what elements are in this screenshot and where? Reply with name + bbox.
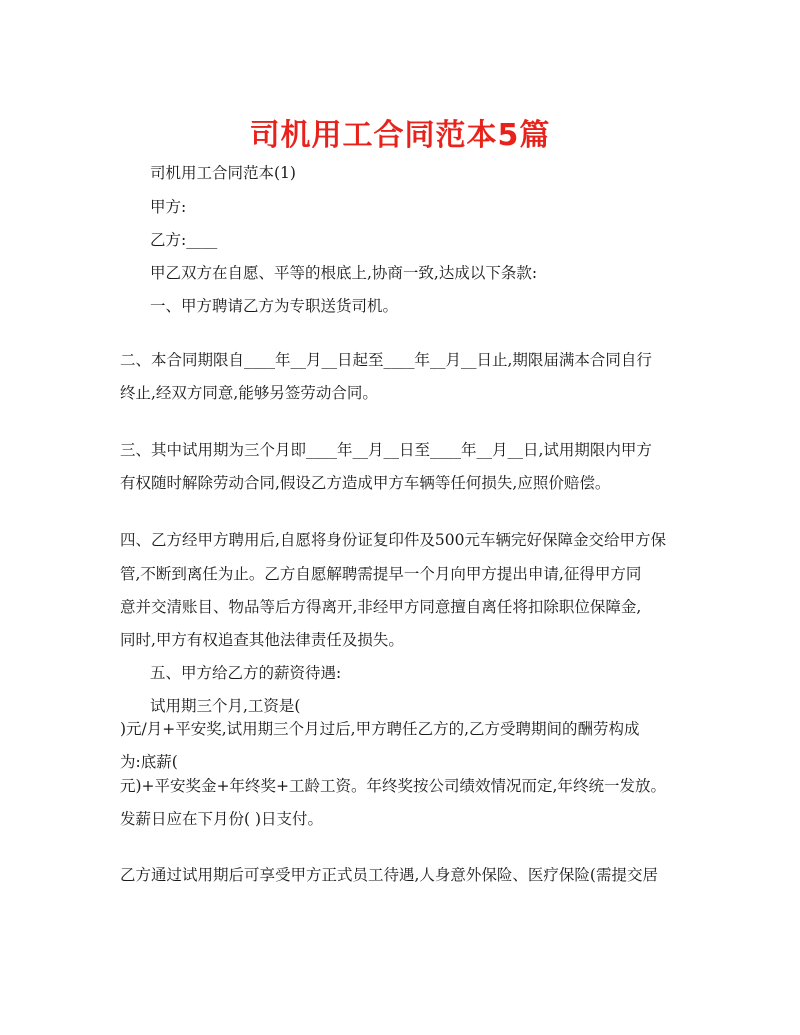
clause-5-line-4: 元)+平安奖金+年终奖+工龄工资。年终奖按公司绩效情况而定,年终统一发放。	[120, 777, 666, 795]
clause-5-heading: 五、甲方给乙方的薪资待遇:	[150, 664, 342, 682]
clause-5-line-1: 试用期三个月,工资是(	[150, 697, 301, 715]
clause-5-line-2: )元/月+平安奖,试用期三个月过后,甲方聘任乙方的,乙方受聘期间的酬劳构成	[120, 720, 640, 738]
clause-3-line-1: 三、其中试用期为三个月即____年__月__日至____年__月__日,试用期限内甲方	[120, 441, 652, 459]
clause-4-line-1: 四、乙方经甲方聘用后,自愿将身份证复印件及500元车辆完好保障金交给甲方保	[120, 531, 667, 549]
clause-1-line: 一、甲方聘请乙方为专职送货司机。	[150, 297, 399, 315]
contract-subtitle: 司机用工合同范本(1)	[150, 164, 296, 182]
benefits-line-1: 乙方通过试用期后可享受甲方正式员工待遇,人身意外保险、医疗保险(需提交居	[120, 866, 658, 884]
preamble-line: 甲乙双方在自愿、平等的根底上,协商一致,达成以下条款:	[150, 264, 538, 282]
clause-4-line-3: 意并交清账目、物品等后方得离开,非经甲方同意擅自离任将扣除职位保障金,	[120, 598, 642, 616]
clause-5-line-5: 发薪日应在下月份( )日支付。	[120, 810, 324, 828]
clause-3-line-2: 有权随时解除劳动合同,假设乙方造成甲方车辆等任何损失,应照价赔偿。	[120, 474, 611, 492]
clause-2-line-2: 终止,经双方同意,能够另签劳动合同。	[120, 384, 378, 402]
document-title: 司机用工合同范本5篇	[249, 118, 551, 153]
party-b-line: 乙方:____	[150, 231, 218, 249]
party-a-line: 甲方:	[150, 198, 187, 216]
clause-2-line-1: 二、本合同期限自____年__月__日起至____年__月__日止,期限届满本合同自行	[120, 351, 652, 369]
clause-4-line-2: 管,不断到离任为止。乙方自愿解聘需提早一个月向甲方提出申请,征得甲方同	[120, 565, 642, 583]
clause-4-line-4: 同时,甲方有权追查其他法律责任及损失。	[120, 631, 404, 649]
clause-5-line-3: 为:底薪(	[120, 753, 178, 771]
